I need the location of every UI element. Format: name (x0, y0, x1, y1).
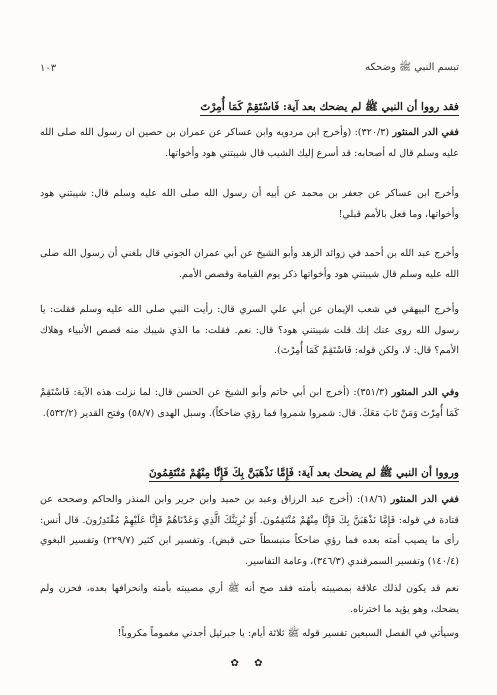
paragraph-lead: ففي الدر المنثور (390, 494, 459, 505)
paragraph-text: (١٨/٦): (أخرج عبد الرزاق وعبد بن حميد وابن جرير وابن المنذر والحاكم وصححه عن قتادة في قوله: فَإِمَّا نَذْهَبَنَّ بِكَ فَإِنَّا مِنْهُمْ مُنْتَقِمُونَ. أَوْ نُرِيَنَّكَ الَّذِي وَعَدْنَاهُمْ فَإِنَّا عَلَيْهِمْ مُقْتَدِرُونَ. قال أنس: رأى ما يصيب أمته بعده فما رؤي ضاحكاً منبسطاً حتى قبض). وتفسير ابن كثير (٢٢٩/٧) وتفسير البغوي (١٤٠/٤) وتفسير السمرقندي (٣٤٦/٣)، وعامة التفاسير. (40, 494, 459, 567)
running-head-title: تبسم النبي ﷺ وضحكه (365, 62, 459, 73)
paragraph (40, 490, 459, 572)
paragraph-text: وسيأتي في الفصل السبعين تفسير قوله ﷺ ثلاثة أيام: يا جبرئيل أجدني مغموماً مكروباً! (117, 628, 459, 639)
running-head (40, 60, 459, 76)
paragraph (40, 383, 459, 424)
paragraph (40, 300, 459, 362)
book-page (40, 0, 459, 695)
paragraph-text: (٣٥١/٣): (أخرج ابن أبي حاتم وأبو الشيخ عن الحسن قال: لما نزلت هذه الآية: فَاسْتَقِمْ كَمَا أُمِرْتَ وَمَنْ تَابَ مَعَكَ. قال: شمروا شمروا فما رؤي ضاحكاً). وسبل الهدى (٥٨/٧) وفتح القدير (٥٣٢/٢). (40, 387, 459, 419)
paragraph-lead: وفي الدر المنثور (391, 387, 459, 398)
paragraph (40, 244, 459, 285)
paragraph (40, 579, 459, 620)
paragraph-text: نعم قد يكون لذلك علاقة بمصيبته بأمته فقد صح أنه ﷺ أري مصيبته بأمته وانحرافها بعده، فحزن ولم يضحك، وهو يؤيد ما اخترناه. (40, 583, 459, 615)
section-heading-2 (40, 466, 459, 480)
section-heading-2-text: ورووا أن النبي ﷺ لم يضحك بعد آية: فَإِمَّا نَذْهَبَنَّ بِكَ فَإِنَّا مِنْهُمْ مُنْتَقِمُونَ (149, 467, 459, 482)
paragraph-text: وأخرج البيهقي في شعب الإيمان عن أبي علي السري قال: رأيت النبي صلى الله عليه وسلم فقلت: يا رسول الله روى عنك إنك قلت شيبتني هود؟ قال: نعم. فقلت: ما الذي شيبك منه قصص الأنبياء وهلاك الأمم؟ قال: لا، ولكن قوله: فَاسْتَقِمْ كَمَا أُمِرْتَ). (40, 304, 459, 356)
paragraph (40, 624, 459, 645)
paragraph (40, 184, 459, 225)
paragraph-text: وأخرج ابن عساكر عن جعفر بن محمد عن أبيه أن رسول الله صلى الله عليه وسلم قال: شيبتني هود وأخواتها، وما فعل بالأمم قبلي! (40, 188, 459, 220)
paragraph (40, 123, 459, 164)
paragraph-text: وأخرج عبد الله بن أحمد في زوائد الزهد وأبو الشيخ عن أبي عمران الجوني قال بلغني أن رسول الله صلى الله عليه وسلم قال شيبتني هود وأخواتها ذكر يوم القيامة وقصص الأمم. (40, 248, 459, 280)
paragraph-lead: ففي الدر المنثور (392, 127, 459, 138)
paragraph-text: (٣٢٠/٣): (وأخرج ابن مردويه وابن عساكر عن عمران بن حصين ان رسول الله صلى الله عليه وسلم قال له أصحابه: قد أسرع إليك الشيب قال شيبتني هود وأخواتها. (40, 127, 459, 159)
section-heading-1-text: فقد رووا أن النبي ﷺ لم يضحك بعد آية: فَاسْتَقِمْ كَمَا أُمِرْتَ (200, 101, 459, 116)
page-number: ١٠٣ (40, 62, 57, 74)
ornament-divider: ✿ ✿ (230, 658, 269, 669)
section-heading-1 (40, 100, 459, 114)
